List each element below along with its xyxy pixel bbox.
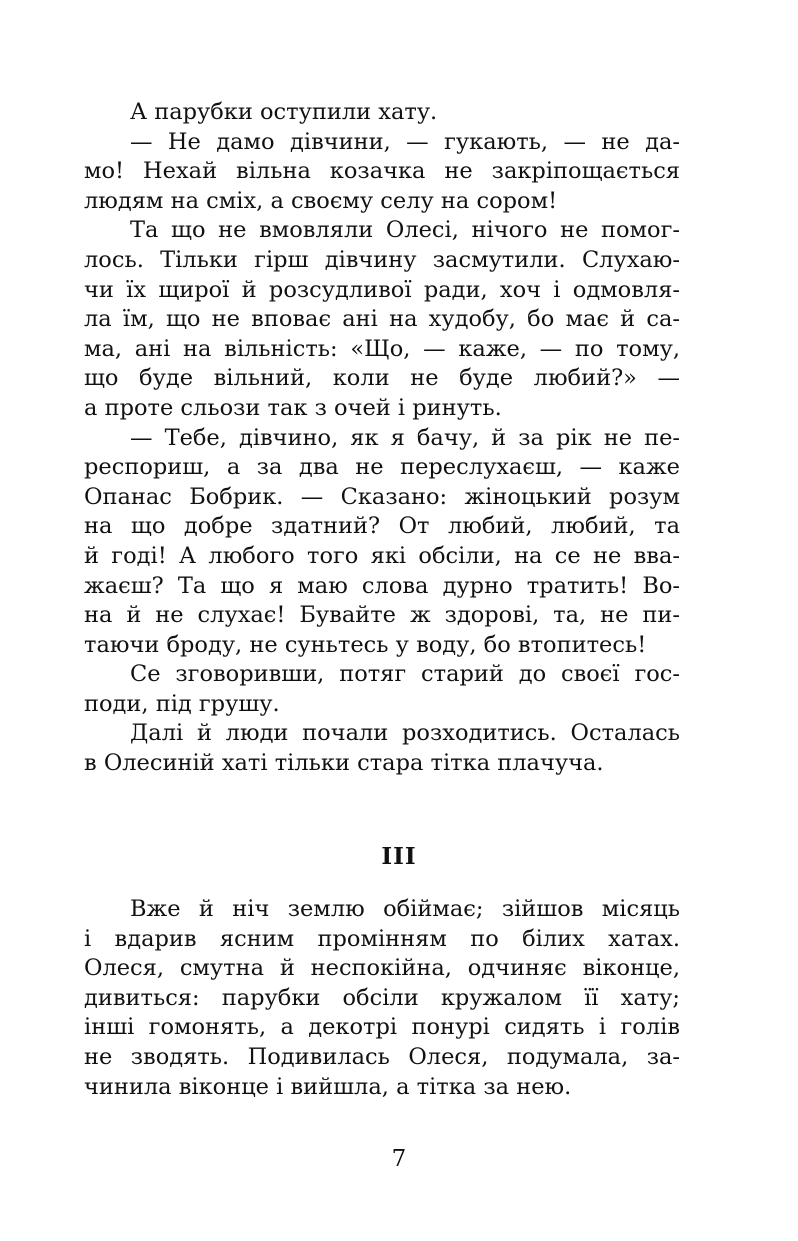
text-line: Се зговоривши, потяг старий до своєї гос- (130, 661, 680, 688)
chapter-heading: III (381, 843, 417, 870)
text-line: не зводять. Подивилась Олеся, подумала, за- (84, 1043, 680, 1070)
text-line: мо! Нехай вільна козачка не закріпощається (84, 158, 680, 185)
text-line: таючи броду, не суньтесь у воду, бо втопитесь! (84, 631, 647, 658)
text-line: А парубки оступили хату. (130, 99, 438, 125)
text-line: — Не дамо дівчини, — гукають, — не да- (130, 128, 680, 155)
text-line: жаєш? Та що я маю слова дурно тратить! Во- (84, 572, 680, 599)
text-line: дивиться: парубки обсіли кружалом її хату; (84, 984, 680, 1011)
section-1-text (84, 98, 680, 779)
text-line: Опанас Бобрик. — Сказано: жіноцький розум (84, 483, 680, 510)
text-line: на й не слухає! Бувайте ж здорові, та, не пи- (84, 602, 680, 629)
text-line: інші гомонять, а декотрі понурі сидять і голів (84, 1014, 680, 1041)
text-line: а проте сльози так з очей і ринуть. (84, 394, 502, 421)
text-line: в Олесиній хаті тільки стара тітка плачуча. (84, 750, 604, 777)
section-2-text (84, 895, 680, 1102)
text-line: респориш, а за два не переслухаєш, — каже (84, 454, 680, 481)
page-number: 7 (391, 1146, 407, 1172)
text-line: Та що не вмовляли Олесі, нічого не помог- (130, 217, 680, 244)
text-line: лось. Тільки гірш дівчину засмутили. Слухаю- (84, 246, 680, 273)
text-line: і вдарив ясним промінням по білих хатах. (84, 925, 680, 952)
text-line: ла їм, що не вповає ані на худобу, бо має й са- (84, 306, 680, 333)
text-line: на що добре здатний? От любий, любий, та (84, 513, 680, 540)
text-line: чинила віконце і вийшла, а тітка за нею. (84, 1073, 572, 1100)
text-line: й годі! А любого того які обсіли, на се не вва- (84, 542, 680, 569)
text-line: Далі й люди почали розходитись. Осталась (130, 720, 680, 747)
text-line: Олеся, смутна й неспокійна, одчиняє віконце, (84, 955, 680, 982)
text-line: людям на сміх, а своєму селу на сором! (84, 187, 558, 214)
text-line: що буде вільний, коли не буде любий?» — (84, 365, 680, 392)
text-line: Вже й ніч землю обіймає; зійшов місяць (130, 896, 680, 922)
text-line: ма, ані на вільність: «Що, — каже, — по тому, (84, 335, 680, 362)
text-line: — Тебе, дівчино, як я бачу, й за рік не пе- (130, 424, 680, 451)
text-line: чи їх щирої й розсудливої ради, хоч і одмовля- (84, 276, 680, 303)
text-line: поди, під грушу. (84, 690, 280, 717)
